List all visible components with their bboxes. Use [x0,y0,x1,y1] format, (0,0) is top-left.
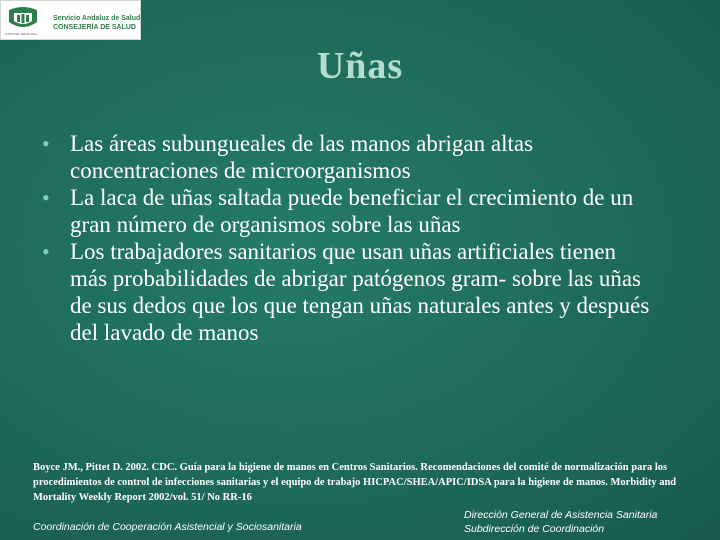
bullet-dot-icon: • [42,239,50,264]
bullet-item [30,238,650,346]
bullet-dot-icon: • [42,185,50,210]
logo-line2: CONSEJERÍA DE SALUD [53,24,136,31]
bullet-dot-icon: • [42,131,50,156]
slide-title: Uñas [316,45,404,87]
logo-box [0,0,141,40]
footer-right-line1: Dirección General de Asistencia Sanitaria [464,509,658,521]
bullet-list [30,130,650,346]
bullet-item [30,130,650,184]
bullet-text: Las áreas subungueales de las manos abrigan altas concentraciones de microorganismos [70,131,534,183]
footer-left-text: Coordinación de Cooperación Asistencial y Sociosanitaria [33,521,302,533]
bullet-text: Los trabajadores sanitarios que usan uñas artificiales tienen más probabilidades de abrigar patógenos gram- sobre las uñas de sus dedos que los que tengan uñas naturales antes y después del lavado de manos [70,239,650,345]
logo-sub-text: JUNTA DE ANDALUCIA [5,32,38,36]
footer-right-block [464,508,714,536]
reference-citation: Boyce JM., Pittet D. 2002. CDC. Guía para la higiene de manos en Centros Sanitarios. Recomendaciones del comité de normalización para los procedimientos de control de infecciones sanitarias y el equipo de trabajo HICPAC/SHEA/APIC/IDSA para la higiene de manos. Morbidity and Mortality Weekly Report 2002/vol. 51/ No RR-16 [33,462,677,503]
logo-line1: Servicio Andaluz de Salud [53,15,141,22]
bullet-item [30,184,650,238]
footer-right-line2: Subdirección de Coordinación [464,523,605,535]
bullet-text: La laca de uñas saltada puede beneficiar el crecimiento de un gran número de organismos sobre las uñas [70,185,634,237]
